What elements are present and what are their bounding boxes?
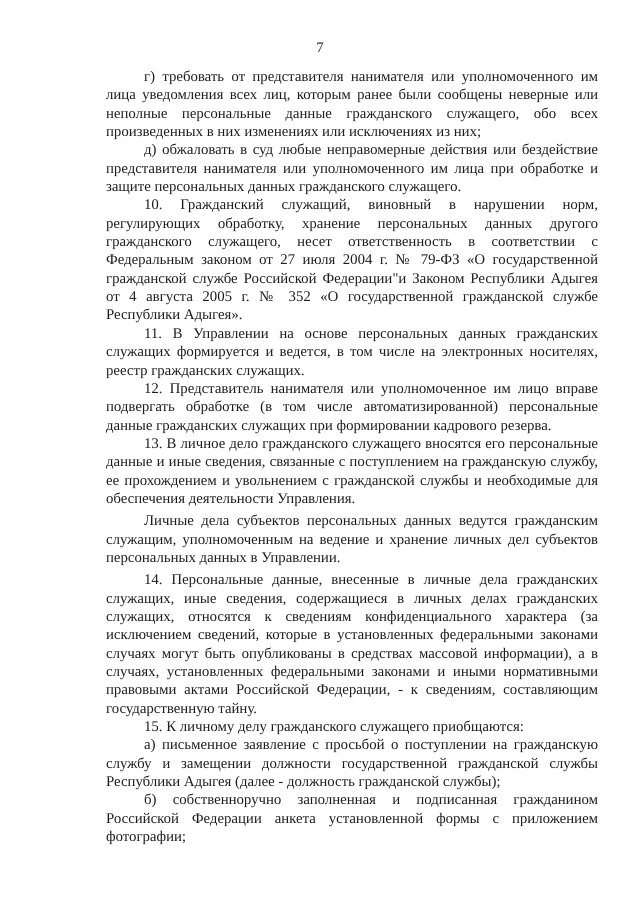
- paragraph-item-a: а) письменное заявление с просьбой о поступлении на гражданскую службу и замещении должности государственной гражданской службы Республики Адыгея (далее - должность гражданской службы);: [106, 737, 598, 791]
- paragraph-14: 14. Персональные данные, внесенные в личные дела гражданских служащих, иные сведения, содержащиеся в личных делах гражданских служащих, относятся к сведениям конфиденциального характера (за исключением сведений, которые в установленных федеральными законами случаях могут быть опубликованы в средствах массовой информации), а в случаях, установленных федеральными законами и иными нормативными правовыми актами Российской Федерации, - к сведениям, составляющим государственную тайну.: [106, 572, 598, 717]
- paragraph-10: 10. Гражданский служащий, виновный в нарушении норм, регулирующих обработку, хранение персональных данных другого гражданского служащего, несет ответственность в соответствии с Федеральным законом от 27 июля 2004 г. № 79-ФЗ «О государственной гражданской службе Российской Федерации"и Законом Республики Адыгея от 4 августа 2005 г. № 352 «О государственной гражданской службе Республики Адыгея».: [106, 197, 598, 324]
- paragraph-item-b: б) собственноручно заполненная и подписанная гражданином Российской Федерации анкета установленной формы с приложением фотографии;: [106, 792, 598, 846]
- paragraph-12: 12. Представитель нанимателя или уполномоченное им лицо вправе подвергать обработке (в том числе автоматизированной) персональные данные гражданских служащих при формировании кадрового резерва.: [106, 380, 598, 434]
- paragraph-15: 15. К личному делу гражданского служащего приобщаются:: [144, 719, 524, 736]
- paragraph-13: 13. В личное дело гражданского служащего вносятся его персональные данные и иные сведения, связанные с поступлением на гражданскую службу, ее прохождением и увольнением с гражданской службы и необходимые для обеспечения деятельности Управления.: [106, 435, 598, 507]
- paragraph-personal-files: Личные дела субъектов персональных данных ведутся гражданским служащим, уполномоченным на ведение и хранение личных дел субъектов персональных данных в Управлении.: [106, 513, 598, 566]
- paragraph-item-d: д) обжаловать в суд любые неправомерные действия или бездействие представителя нанимателя или уполномоченного им лица при обработке и защите персональных данных гражданского служащего.: [106, 142, 598, 196]
- page-number: 7: [316, 40, 324, 56]
- paragraph-item-g: г) требовать от представителя нанимателя или уполномоченного им лица уведомления всех лиц, которым ранее были сообщены неверные или неполные персональные данные гражданского служащего, обо всех произведенных в них изменениях или исключениях из них;: [106, 69, 598, 141]
- document-body: [106, 68, 598, 846]
- paragraph-11: 11. В Управлении на основе персональных данных гражданских служащих формируется и ведется, в том числе на электронных носителях, реестр гражданских служащих.: [106, 325, 598, 379]
